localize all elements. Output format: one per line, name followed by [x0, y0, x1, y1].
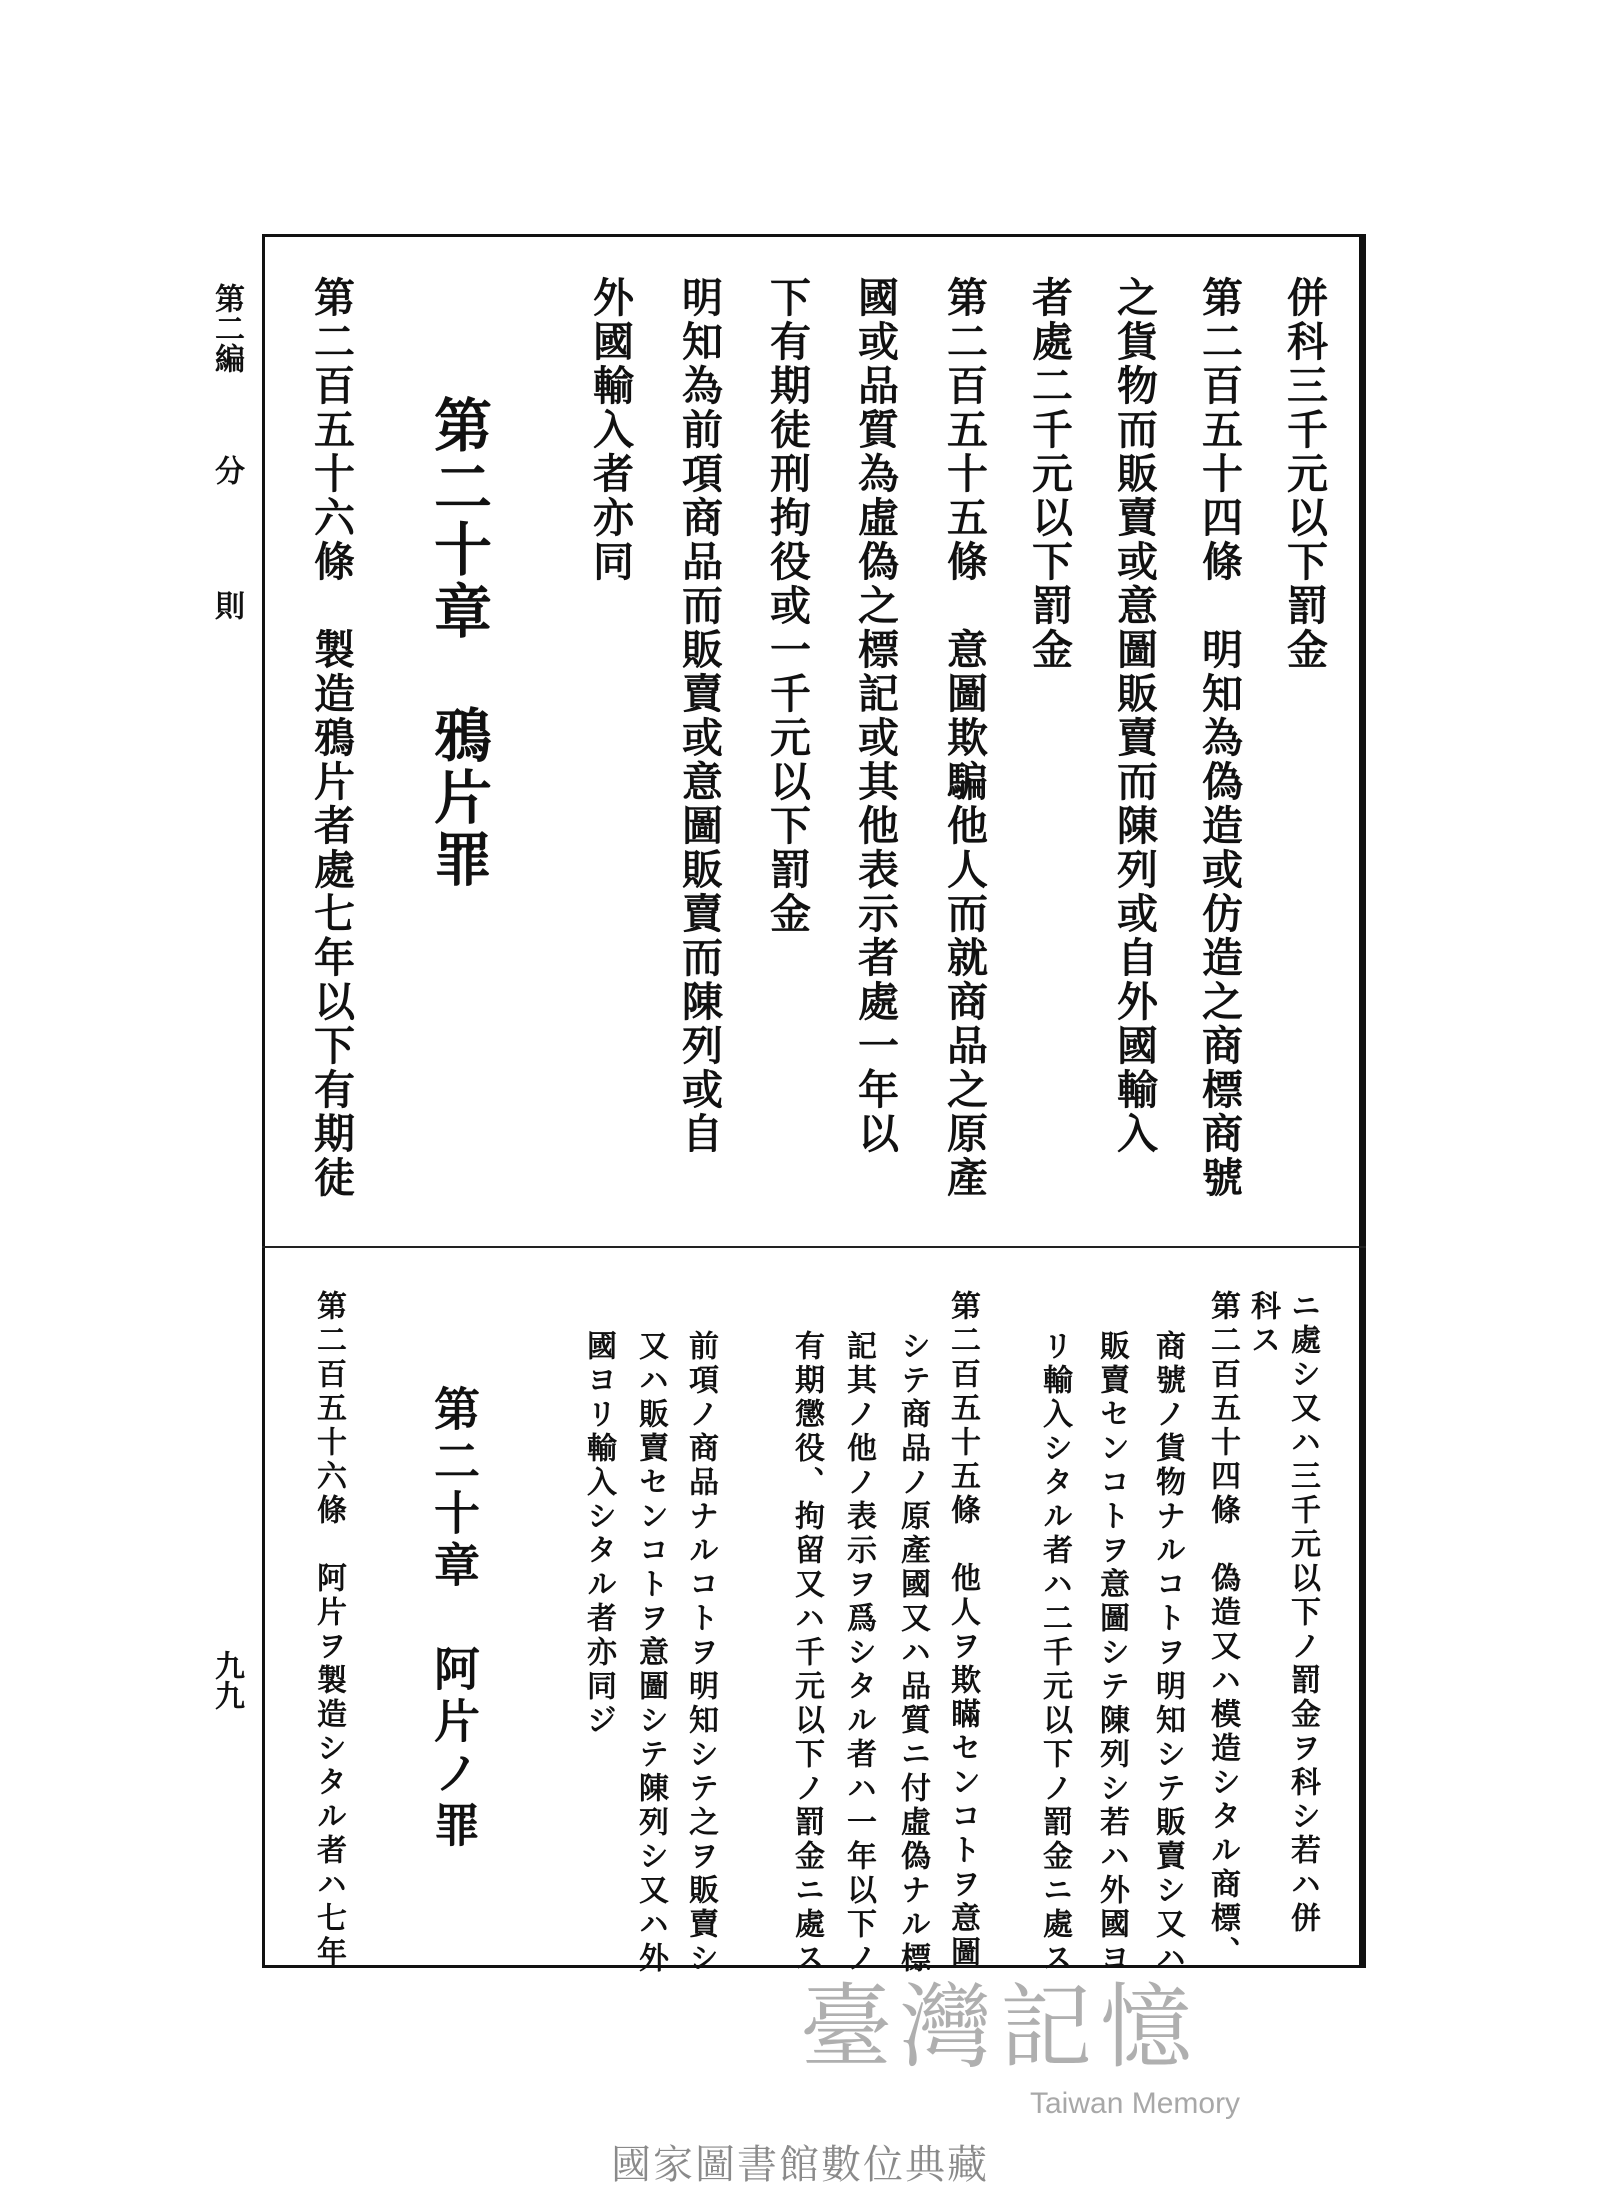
- article-254: 第二百五十四條 明知為偽造或仿造之商標商號: [1195, 276, 1243, 1200]
- text-column: 者處二千元以下罰金: [1025, 276, 1073, 672]
- footer-credit: 國家圖書館數位典藏: [611, 2142, 989, 2188]
- text-column: 商號ノ貨物ナルコトヲ明知シテ販賣シ又ハ: [1150, 1330, 1185, 1976]
- page-number: 九九: [209, 1650, 244, 1710]
- text-column: 前項ノ商品ナルコトヲ明知シテ之ヲ販賣シ: [683, 1330, 718, 1976]
- text-column: 記其ノ他ノ表示ヲ爲シタル者ハ一年以下ノ: [841, 1330, 876, 1976]
- chapter-heading-ja: 第二十章 阿片ノ罪: [427, 1385, 481, 1853]
- margin-part: 則: [209, 590, 244, 620]
- watermark-logo: 臺灣記憶: [800, 1974, 1201, 2081]
- watermark-subtitle: Taiwan Memory: [1030, 2087, 1241, 2120]
- text-column: 之貨物而販賣或意圖販賣而陳列或自外國輸入: [1110, 276, 1158, 1156]
- section-divider: [262, 1246, 1366, 1248]
- text-column: 明知為前項商品而販賣或意圖販賣而陳列或自: [675, 276, 723, 1156]
- article-255: 第二百五十五條 意圖欺騙他人而就商品之原產: [940, 276, 988, 1200]
- text-column: 國ヨリ輸入シタル者亦同ジ: [581, 1330, 616, 1738]
- margin-part: 分: [209, 455, 244, 485]
- text-column: 販賣センコトヲ意圖シテ陳列シ若ハ外國ヨ: [1094, 1330, 1129, 1976]
- text-column: 有期懲役、拘留又ハ千元以下ノ罰金ニ處ス: [789, 1330, 824, 1976]
- text-column: 下有期徒刑拘役或一千元以下罰金: [763, 276, 811, 936]
- text-column: シテ商品ノ原產國又ハ品質ニ付虛偽ナル標: [895, 1330, 930, 1976]
- text-column: リ輸入シタル者ハ二千元以下ノ罰金ニ處ス: [1037, 1330, 1072, 1976]
- text-column: ニ處シ又ハ三千元以下ノ罰金ヲ科シ若ハ併: [1285, 1290, 1320, 1936]
- article-256: 第二百五十六條 製造鴉片者處七年以下有期徒: [307, 276, 355, 1200]
- article-254-ja: 第二百五十四條 偽造又ハ模造シタル商標、: [1205, 1290, 1240, 1970]
- article-256-ja: 第二百五十六條 阿片ヲ製造シタル者ハ七年: [311, 1290, 346, 1970]
- text-column: 外國輸入者亦同: [586, 276, 634, 584]
- text-column: 併科三千元以下罰金: [1280, 276, 1328, 672]
- chapter-heading: 第二十章 鴉片罪: [424, 395, 492, 891]
- margin-section: 第二編: [209, 283, 244, 373]
- text-column: 科ス: [1245, 1290, 1280, 1358]
- text-column: 又ハ販賣センコトヲ意圖シテ陳列シ又ハ外: [633, 1330, 668, 1976]
- text-column: 國或品質為虛偽之標記或其他表示者處一年以: [851, 276, 899, 1156]
- article-255-ja: 第二百五十五條 他人ヲ欺瞞センコトヲ意圖: [945, 1290, 980, 1970]
